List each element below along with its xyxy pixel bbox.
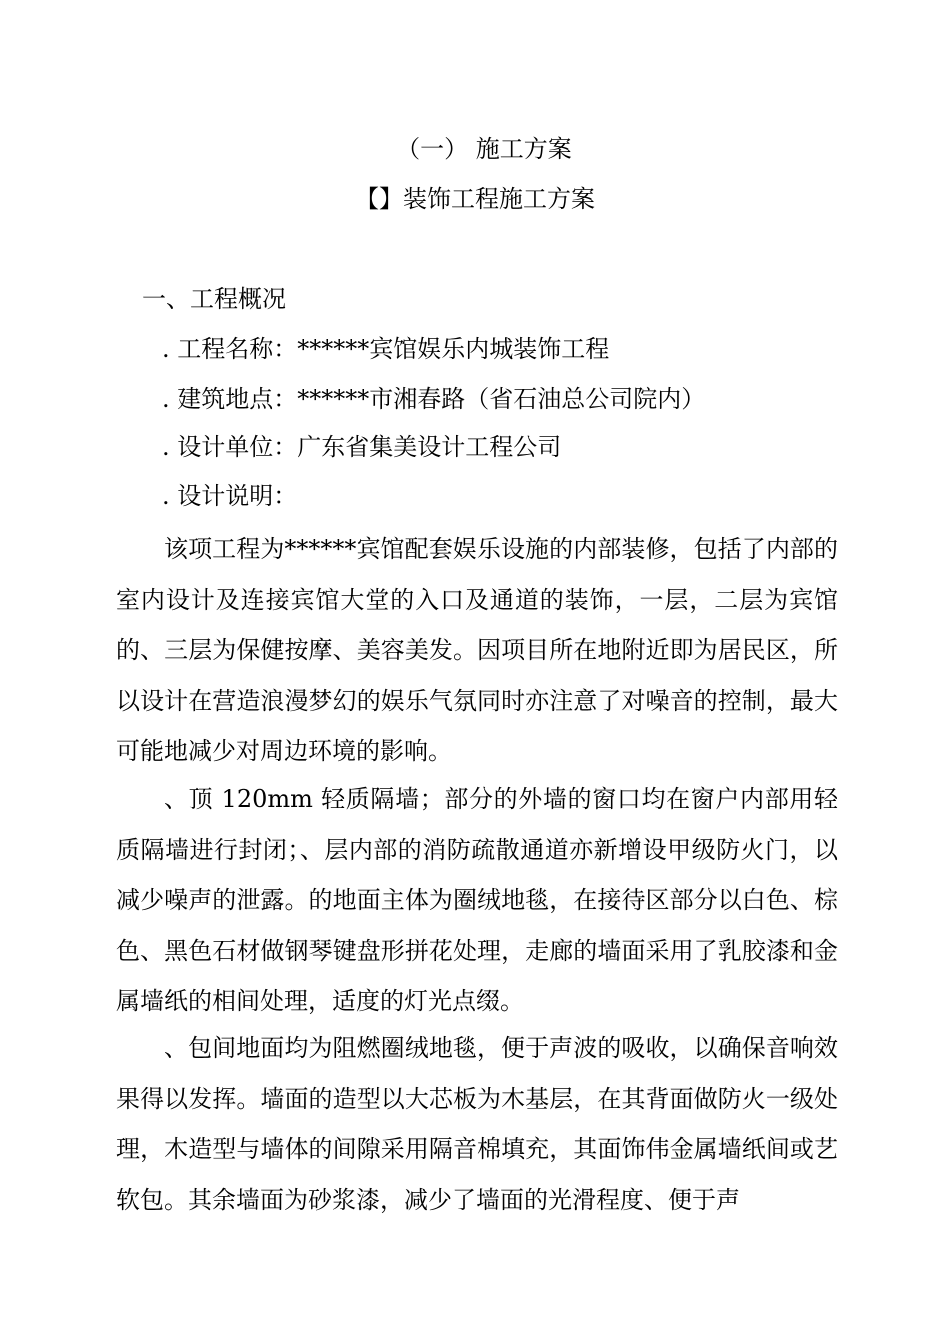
- section-title: （一） 施工方案: [396, 135, 572, 163]
- section-heading: 一、工程概况: [142, 285, 286, 313]
- list-item-project-name: . 工程名称：******宾馆娱乐内城装饰工程: [162, 335, 610, 363]
- paragraph-partitions: 、顶 120mm 轻质隔墙；部分的外墙的窗口均在窗户内部用轻质隔墙进行封闭；、层内部的消防疏散通道亦新增设甲级防火门，以减少噪声的泄露。的地面主体为圈绒地毯，在接待区部分以白色、棕色、黑色石材做钢琴键盘形拼花处理，走廊的墙面采用了乳胶漆和金属墙纸的相间处理，适度的灯光点缀。: [116, 785, 838, 1015]
- paragraph-overview: 该项工程为******宾馆配套娱乐设施的内部装修，包括了内部的室内设计及连接宾馆大堂的入口及通道的装饰，一层，二层为宾馆的、三层为保健按摩、美容美发。因项目所在地附近即为居民区，所以设计在营造浪漫梦幻的娱乐气氛同时亦注意了对噪音的控制，最大可能地减少对周边环境的影响。: [116, 535, 838, 765]
- list-item-design-notes: . 设计说明：: [162, 482, 298, 510]
- list-item-design-unit: . 设计单位：广东省集美设计工程公司: [162, 433, 562, 461]
- document-title: 【】装饰工程施工方案: [355, 185, 595, 213]
- list-item-location: . 建筑地点：******市湘春路（省石油总公司院内）: [162, 385, 706, 413]
- paragraph-rooms: 、包间地面均为阻燃圈绒地毯，便于声波的吸收，以确保音响效果得以发挥。墙面的造型以大芯板为木基层，在其背面做防火一级处理，木造型与墙体的间隙采用隔音棉填充，其面饰伟金属墙纸间或艺软包。其余墙面为砂浆漆，减少了墙面的光滑程度、便于声: [116, 1034, 838, 1214]
